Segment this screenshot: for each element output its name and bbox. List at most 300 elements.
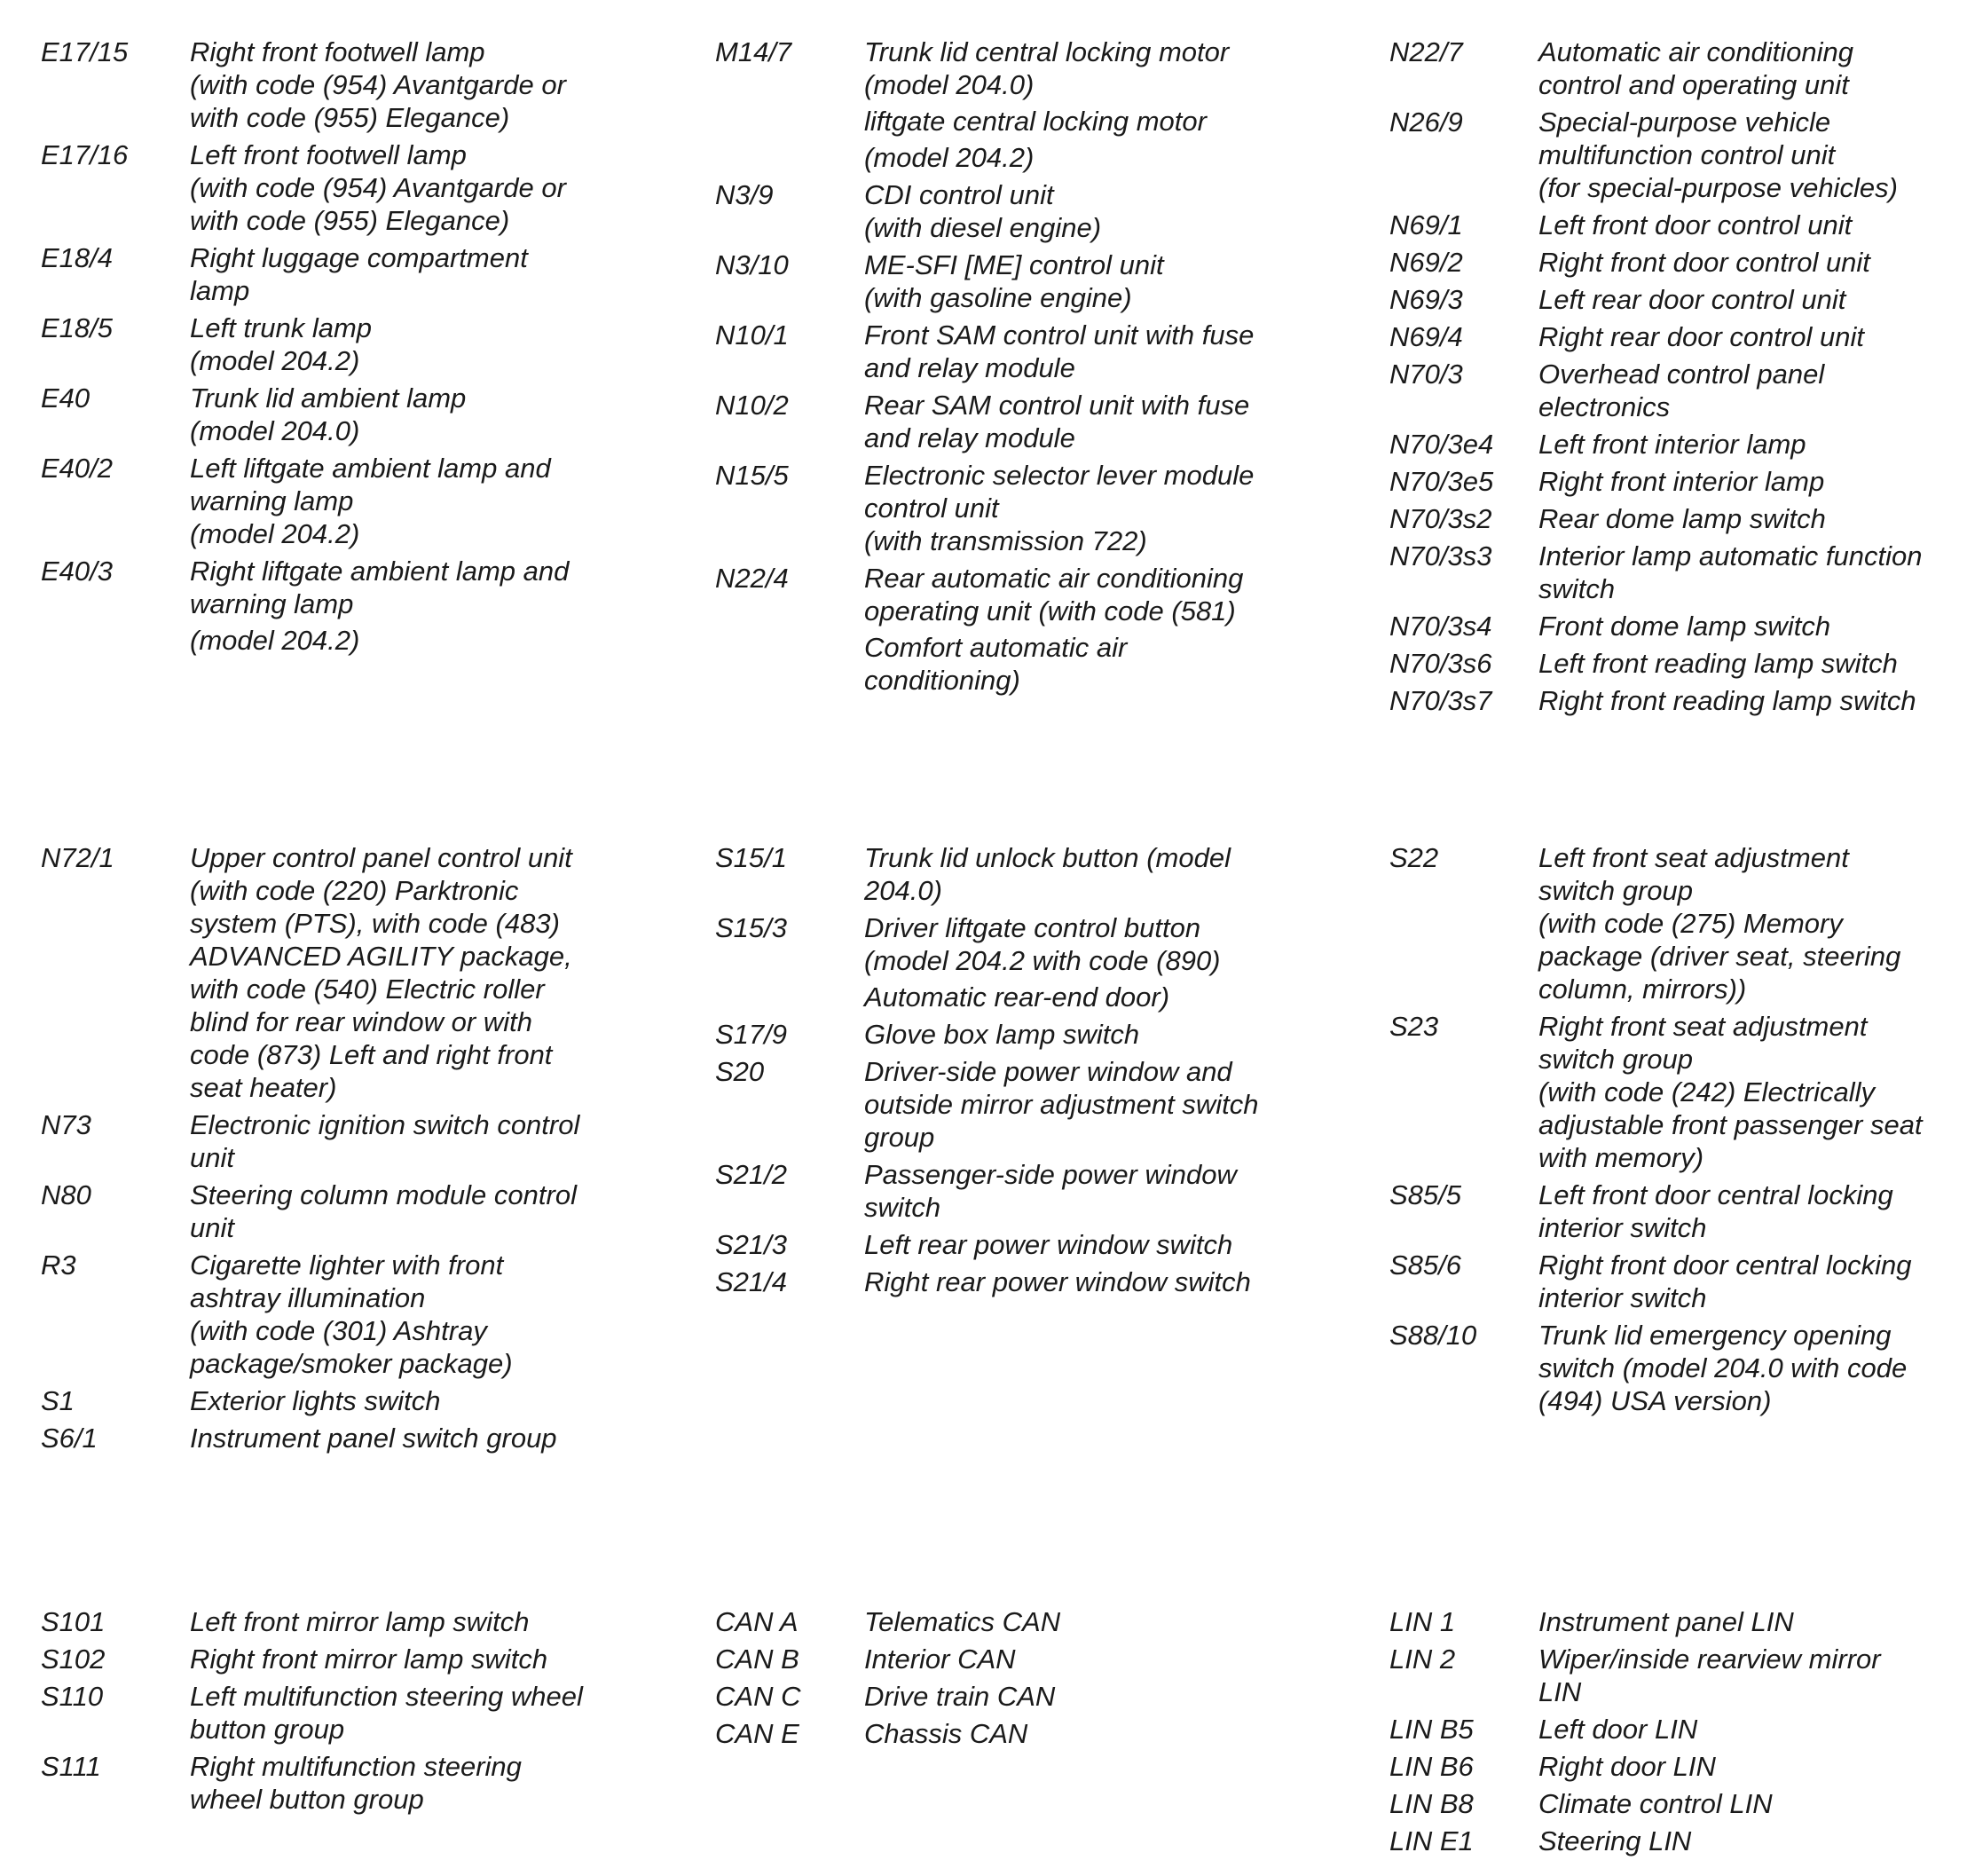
- component-code: S21/3: [715, 1229, 788, 1260]
- description-line: 204.0): [864, 875, 942, 906]
- legend-entry: [1389, 1787, 1967, 1820]
- description-line: electronics: [1538, 391, 1671, 422]
- component-code: R3: [41, 1249, 76, 1281]
- legend-entry: [41, 1422, 662, 1454]
- legend-entry: [1389, 283, 1967, 316]
- legend-block-n-control-units: [1389, 35, 1967, 721]
- component-code: N70/3s7: [1389, 685, 1492, 716]
- description-line: with memory): [1538, 1142, 1704, 1173]
- description-line: Trunk lid emergency opening: [1538, 1320, 1892, 1351]
- description-line: (model 204.2): [190, 345, 360, 376]
- legend-entry: [41, 1750, 662, 1816]
- description-line: blind for rear window or with: [190, 1006, 532, 1037]
- component-code: LIN 2: [1389, 1643, 1456, 1675]
- component-code: LIN B5: [1389, 1714, 1474, 1745]
- component-code: S85/6: [1389, 1249, 1462, 1281]
- legend-entry: [1389, 1249, 1967, 1314]
- legend-entry: [715, 319, 1336, 384]
- description-line: Right luggage compartment: [190, 242, 528, 273]
- description-line: warning lamp: [190, 485, 354, 516]
- legend-entry: [1389, 502, 1967, 535]
- description-line: Right multifunction steering: [190, 1751, 522, 1782]
- description-line: Exterior lights switch: [190, 1385, 441, 1416]
- description-line: Right door LIN: [1538, 1751, 1716, 1782]
- description-line: conditioning): [864, 665, 1020, 696]
- description-line: Steering column module control: [190, 1179, 577, 1210]
- component-code: N80: [41, 1179, 91, 1210]
- description-line: (with code (301) Ashtray: [190, 1315, 487, 1346]
- component-code: S21/4: [715, 1266, 788, 1297]
- component-description: [864, 1643, 1336, 1675]
- description-line: (model 204.2 with code (890): [864, 945, 1221, 976]
- component-code: N22/4: [715, 563, 789, 594]
- component-description: [1538, 841, 1967, 1005]
- component-code: CAN A: [715, 1606, 799, 1637]
- component-code: N70/3e4: [1389, 429, 1494, 460]
- description-line: Chassis CAN: [864, 1718, 1028, 1749]
- description-line: Right front footwell lamp: [190, 36, 485, 67]
- description-line: Rear dome lamp switch: [1538, 503, 1826, 534]
- legend-entry: [41, 452, 662, 550]
- component-code: LIN B6: [1389, 1751, 1474, 1782]
- description-line: Left front door central locking: [1538, 1179, 1893, 1210]
- component-code: E18/4: [41, 242, 114, 273]
- component-description: [1538, 358, 1967, 423]
- component-code: LIN E1: [1389, 1825, 1474, 1856]
- description-line: (model 204.0): [864, 69, 1035, 100]
- legend-entry: [41, 1680, 662, 1746]
- component-description: [1538, 684, 1967, 717]
- component-description: [1538, 1825, 1967, 1857]
- component-code: N70/3s2: [1389, 503, 1492, 534]
- legend-entry: [1389, 465, 1967, 498]
- legend-entry: [41, 1605, 662, 1638]
- description-line: control unit: [864, 493, 999, 524]
- description-line: Front dome lamp switch: [1538, 611, 1831, 642]
- legend-block-m-n-components: [715, 35, 1336, 701]
- description-line: package (driver seat, steering: [1538, 941, 1901, 972]
- legend-entry: [41, 1249, 662, 1380]
- component-description: [1538, 1787, 1967, 1820]
- component-description: [1538, 35, 1967, 101]
- legend-entry: [41, 841, 662, 1104]
- component-description: [1538, 428, 1967, 461]
- description-line: Right liftgate ambient lamp and: [190, 556, 570, 587]
- component-description: [1538, 209, 1967, 241]
- description-line: unit: [190, 1212, 234, 1243]
- component-code: N10/2: [715, 390, 789, 421]
- legend-entry: [715, 1018, 1336, 1051]
- component-code: N3/9: [715, 179, 774, 210]
- component-code: S101: [41, 1606, 106, 1637]
- component-description: [190, 555, 662, 657]
- description-line: Interior CAN: [864, 1643, 1016, 1675]
- legend-entry: [1389, 1643, 1967, 1708]
- component-code: N73: [41, 1109, 91, 1140]
- description-line: switch (model 204.0 with code: [1538, 1352, 1908, 1383]
- component-description: [864, 1018, 1336, 1051]
- legend-entry: [715, 1717, 1336, 1750]
- description-line: Overhead control panel: [1538, 359, 1825, 390]
- component-description: [864, 1605, 1336, 1638]
- legend-block-s-seat-door-switches: [1389, 841, 1967, 1422]
- legend-entry: [715, 35, 1336, 174]
- component-code: S15/3: [715, 912, 788, 943]
- legend-entry: [1389, 1750, 1967, 1783]
- description-line: with code (955) Elegance): [190, 205, 510, 236]
- component-description: [1538, 465, 1967, 498]
- component-description: [1538, 1010, 1967, 1174]
- component-code: CAN E: [715, 1718, 799, 1749]
- component-code: N10/1: [715, 319, 789, 351]
- description-line: (with code (242) Electrically: [1538, 1076, 1876, 1107]
- component-description: [1538, 1605, 1967, 1638]
- component-description: [1538, 283, 1967, 316]
- component-description: [864, 562, 1336, 697]
- component-description: [190, 382, 662, 447]
- component-description: [190, 1680, 662, 1746]
- description-line: (with code (954) Avantgarde or: [190, 69, 566, 100]
- component-code: N70/3e5: [1389, 466, 1494, 497]
- component-code: N69/4: [1389, 321, 1463, 352]
- description-line: wheel button group: [190, 1784, 424, 1815]
- description-line: Electronic ignition switch control: [190, 1109, 580, 1140]
- description-line: Left rear door control unit: [1538, 284, 1846, 315]
- component-code: N69/1: [1389, 209, 1463, 240]
- description-line: group: [864, 1122, 935, 1153]
- description-line: Rear automatic air conditioning: [864, 563, 1244, 594]
- description-line: (with code (220) Parktronic: [190, 875, 519, 906]
- description-line: warning lamp: [190, 588, 354, 619]
- description-line: (with code (954) Avantgarde or: [190, 172, 566, 203]
- description-line: Left front reading lamp switch: [1538, 648, 1898, 679]
- legend-entry: [1389, 428, 1967, 461]
- description-line: Wiper/inside rearview mirror: [1538, 1643, 1881, 1675]
- component-code: CAN C: [715, 1681, 801, 1712]
- component-description: [190, 1249, 662, 1380]
- component-code: LIN B8: [1389, 1788, 1474, 1819]
- description-line: CDI control unit: [864, 179, 1054, 210]
- legend-entry: [1389, 1010, 1967, 1174]
- legend-entry: [1389, 106, 1967, 204]
- description-line: control and operating unit: [1538, 69, 1849, 100]
- description-line: Upper control panel control unit: [190, 842, 572, 873]
- description-line: Passenger-side power window: [864, 1159, 1237, 1190]
- component-description: [190, 1178, 662, 1244]
- description-line: Front SAM control unit with fuse: [864, 319, 1255, 351]
- legend-entry: [41, 241, 662, 307]
- component-code: N3/10: [715, 249, 789, 280]
- description-line: multifunction control unit: [1538, 139, 1836, 170]
- component-description: [864, 841, 1336, 907]
- description-line: Steering LIN: [1538, 1825, 1692, 1856]
- legend-entry: [715, 1265, 1336, 1298]
- component-description: [190, 1384, 662, 1417]
- description-line: (with gasoline engine): [864, 282, 1132, 313]
- component-code: N70/3s6: [1389, 648, 1492, 679]
- description-line: Right rear door control unit: [1538, 321, 1865, 352]
- description-line: LIN: [1538, 1676, 1582, 1707]
- description-line: Left trunk lamp: [190, 312, 373, 343]
- description-line: Left front interior lamp: [1538, 429, 1806, 460]
- legend-entry: [41, 138, 662, 237]
- legend-entry: [1389, 320, 1967, 353]
- description-line: Right front reading lamp switch: [1538, 685, 1916, 716]
- legend-entry: [1389, 647, 1967, 680]
- legend-entry: [41, 35, 662, 134]
- legend-entry: [1389, 540, 1967, 605]
- legend-entry: [715, 1605, 1336, 1638]
- description-line: (for special-purpose vehicles): [1538, 172, 1898, 203]
- description-line: Trunk lid unlock button (model: [864, 842, 1231, 873]
- component-description: [1538, 1750, 1967, 1783]
- description-line: Climate control LIN: [1538, 1788, 1773, 1819]
- description-line: Left rear power window switch: [864, 1229, 1233, 1260]
- legend-entry: [715, 1055, 1336, 1154]
- component-code: N70/3: [1389, 359, 1463, 390]
- legend-entry: [1389, 358, 1967, 423]
- component-code: S88/10: [1389, 1320, 1477, 1351]
- component-code: N70/3s4: [1389, 611, 1492, 642]
- description-line: Drive train CAN: [864, 1681, 1056, 1712]
- description-line: outside mirror adjustment switch: [864, 1089, 1259, 1120]
- component-description: [1538, 1713, 1967, 1746]
- description-line: code (873) Left and right front: [190, 1039, 553, 1070]
- legend-block-s-steering-switches: [41, 1605, 662, 1820]
- description-line: Right front door control unit: [1538, 247, 1870, 278]
- description-line: column, mirrors)): [1538, 973, 1747, 1005]
- description-line: (model 204.0): [190, 415, 360, 446]
- legend-entry: [715, 1680, 1336, 1713]
- component-description: [864, 35, 1336, 174]
- description-line: and relay module: [864, 422, 1075, 453]
- legend-entry: [41, 311, 662, 377]
- legend-entry: [41, 1384, 662, 1417]
- component-code: E40: [41, 382, 90, 414]
- component-description: [864, 319, 1336, 384]
- description-line: ME-SFI [ME] control unit: [864, 249, 1164, 280]
- description-line: switch: [1538, 573, 1616, 604]
- legend-entry: [41, 1108, 662, 1174]
- legend-block-e-components: [41, 35, 662, 661]
- description-line: Automatic rear-end door): [864, 981, 1170, 1013]
- legend-entry: [1389, 1713, 1967, 1746]
- component-description: [1538, 1249, 1967, 1314]
- description-line: lamp: [190, 275, 250, 306]
- legend-entry: [1389, 1178, 1967, 1244]
- component-code: LIN 1: [1389, 1606, 1456, 1637]
- component-description: [190, 841, 662, 1104]
- description-line: switch group: [1538, 875, 1694, 906]
- description-line: Special-purpose vehicle: [1538, 106, 1831, 138]
- legend-entry: [41, 555, 662, 657]
- component-description: [190, 35, 662, 134]
- legend-block-n-r-s-components: [41, 841, 662, 1459]
- description-line: Telematics CAN: [864, 1606, 1061, 1637]
- component-description: [864, 1717, 1336, 1750]
- description-line: switch: [864, 1192, 941, 1223]
- description-line: Electronic selector lever module: [864, 460, 1255, 491]
- legend-entry: [715, 178, 1336, 244]
- description-line: (model 204.2): [190, 625, 360, 656]
- description-line: Trunk lid central locking motor: [864, 36, 1230, 67]
- legend-block-can-buses: [715, 1605, 1336, 1754]
- description-line: Left multifunction steering wheel: [190, 1681, 583, 1712]
- description-line: Left front mirror lamp switch: [190, 1606, 530, 1637]
- description-line: (with transmission 722): [864, 525, 1147, 556]
- legend-entry: [41, 1643, 662, 1675]
- description-line: (model 204.2): [864, 142, 1035, 173]
- component-code: N72/1: [41, 842, 114, 873]
- component-description: [190, 1108, 662, 1174]
- legend-entry: [1389, 610, 1967, 642]
- component-description: [190, 311, 662, 377]
- legend-entry: [715, 562, 1336, 697]
- component-description: [1538, 540, 1967, 605]
- legend-entry: [715, 841, 1336, 907]
- description-line: Trunk lid ambient lamp: [190, 382, 467, 414]
- legend-block-lin-buses: [1389, 1605, 1967, 1862]
- description-line: Left door LIN: [1538, 1714, 1698, 1745]
- component-code: N15/5: [715, 460, 789, 491]
- component-description: [190, 1643, 662, 1675]
- component-code: S111: [41, 1751, 101, 1782]
- component-description: [864, 1228, 1336, 1261]
- component-description: [1538, 1319, 1967, 1417]
- component-description: [1538, 106, 1967, 204]
- description-line: Comfort automatic air: [864, 632, 1128, 663]
- description-line: with code (540) Electric roller: [190, 973, 545, 1005]
- description-line: Right rear power window switch: [864, 1266, 1251, 1297]
- component-description: [1538, 1643, 1967, 1708]
- component-description: [190, 452, 662, 550]
- component-code: E40/2: [41, 453, 114, 484]
- description-line: Glove box lamp switch: [864, 1019, 1140, 1050]
- legend-entry: [715, 1643, 1336, 1675]
- component-code: E17/16: [41, 139, 129, 170]
- description-line: Left front door control unit: [1538, 209, 1853, 240]
- legend-entry: [715, 1228, 1336, 1261]
- description-line: Instrument panel LIN: [1538, 1606, 1794, 1637]
- description-line: Left front seat adjustment: [1538, 842, 1849, 873]
- component-code: N26/9: [1389, 106, 1463, 138]
- component-code: S102: [41, 1643, 106, 1675]
- description-line: Right front interior lamp: [1538, 466, 1825, 497]
- description-line: Driver liftgate control button: [864, 912, 1201, 943]
- description-line: Right front seat adjustment: [1538, 1011, 1868, 1042]
- description-line: switch group: [1538, 1044, 1694, 1075]
- legend-entry: [715, 389, 1336, 454]
- component-description: [864, 911, 1336, 1013]
- description-line: ADVANCED AGILITY package,: [190, 941, 572, 972]
- component-code: N69/2: [1389, 247, 1463, 278]
- component-code: N69/3: [1389, 284, 1463, 315]
- description-line: Left liftgate ambient lamp and: [190, 453, 551, 484]
- description-line: Driver-side power window and: [864, 1056, 1232, 1087]
- legend-entry: [715, 1158, 1336, 1224]
- description-line: interior switch: [1538, 1212, 1707, 1243]
- description-line: Right front mirror lamp switch: [190, 1643, 548, 1675]
- description-line: (with diesel engine): [864, 212, 1102, 243]
- component-description: [1538, 610, 1967, 642]
- description-line: (model 204.2): [190, 518, 360, 549]
- component-description: [864, 1055, 1336, 1154]
- legend-entry: [1389, 35, 1967, 101]
- description-line: adjustable front passenger seat: [1538, 1109, 1923, 1140]
- component-description: [1538, 1178, 1967, 1244]
- component-description: [1538, 320, 1967, 353]
- description-line: liftgate central locking motor: [864, 106, 1207, 137]
- component-description: [864, 459, 1336, 557]
- component-code: E18/5: [41, 312, 114, 343]
- component-description: [190, 1750, 662, 1816]
- description-line: Cigarette lighter with front: [190, 1249, 504, 1281]
- component-code: N70/3s3: [1389, 540, 1492, 571]
- component-code: E40/3: [41, 556, 114, 587]
- component-description: [864, 248, 1336, 314]
- legend-entry: [1389, 209, 1967, 241]
- description-line: package/smoker package): [190, 1348, 513, 1379]
- component-description: [190, 241, 662, 307]
- legend-entry: [1389, 684, 1967, 717]
- description-line: seat heater): [190, 1072, 337, 1103]
- component-code: E17/15: [41, 36, 129, 67]
- component-code: S20: [715, 1056, 765, 1087]
- description-line: Right front door central locking: [1538, 1249, 1912, 1281]
- description-line: Automatic air conditioning: [1538, 36, 1853, 67]
- component-code: CAN B: [715, 1643, 799, 1675]
- legend-entry: [715, 911, 1336, 1013]
- component-description: [190, 138, 662, 237]
- description-line: and relay module: [864, 352, 1075, 383]
- description-line: ashtray illumination: [190, 1282, 426, 1313]
- component-code: S15/1: [715, 842, 788, 873]
- component-code: S110: [41, 1681, 104, 1712]
- component-description: [864, 1265, 1336, 1298]
- legend-entry: [1389, 246, 1967, 279]
- component-code: S22: [1389, 842, 1439, 873]
- description-line: with code (955) Elegance): [190, 102, 510, 133]
- component-description: [1538, 647, 1967, 680]
- component-code: S17/9: [715, 1019, 788, 1050]
- component-code: S85/5: [1389, 1179, 1462, 1210]
- component-description: [864, 178, 1336, 244]
- description-line: (494) USA version): [1538, 1385, 1772, 1416]
- description-line: Instrument panel switch group: [190, 1423, 557, 1454]
- legend-entry: [715, 459, 1336, 557]
- component-description: [864, 389, 1336, 454]
- component-code: S21/2: [715, 1159, 788, 1190]
- legend-entry: [41, 1178, 662, 1244]
- component-description: [190, 1422, 662, 1454]
- description-line: Left front footwell lamp: [190, 139, 467, 170]
- description-line: (with code (275) Memory: [1538, 908, 1843, 939]
- legend-block-s-buttons-switches: [715, 841, 1336, 1303]
- component-code: S1: [41, 1385, 75, 1416]
- legend-entry: [1389, 1825, 1967, 1857]
- legend-entry: [715, 248, 1336, 314]
- component-code: S23: [1389, 1011, 1439, 1042]
- description-line: operating unit (with code (581): [864, 595, 1236, 627]
- legend-entry: [41, 382, 662, 447]
- description-line: system (PTS), with code (483): [190, 908, 560, 939]
- component-description: [864, 1158, 1336, 1224]
- legend-entry: [1389, 1605, 1967, 1638]
- description-line: unit: [190, 1142, 234, 1173]
- component-code: M14/7: [715, 36, 792, 67]
- component-code: N22/7: [1389, 36, 1463, 67]
- description-line: interior switch: [1538, 1282, 1707, 1313]
